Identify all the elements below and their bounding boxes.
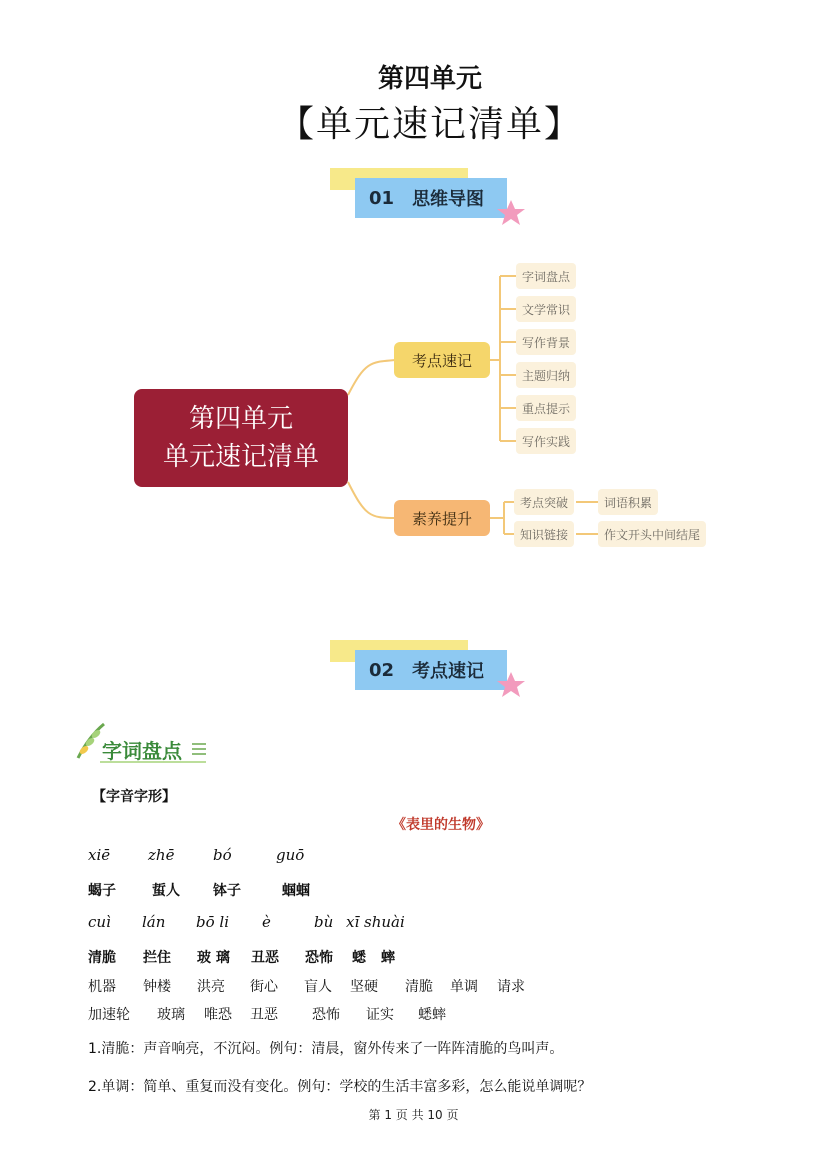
leaf-node: 主题归纳: [516, 362, 576, 388]
section-number: 01: [369, 187, 395, 209]
word: 丑恶: [251, 950, 279, 966]
word: 玻 璃: [197, 950, 230, 966]
leaf-node: 写作实践: [516, 428, 576, 454]
leaf-node: 重点提示: [516, 395, 576, 421]
word: 唯恐: [204, 1007, 232, 1023]
mindmap-center-node: [134, 389, 348, 487]
word: 证实: [366, 1007, 394, 1023]
subheading: 【字音字形】: [92, 789, 176, 805]
pinyin: cuì: [88, 913, 111, 931]
word: 清脆: [405, 979, 433, 995]
pinyin: xī shuài: [346, 913, 405, 931]
word: 玻璃: [157, 1007, 185, 1023]
word: 单调: [450, 979, 478, 995]
leaf-node: 作文开头中间结尾: [598, 521, 706, 547]
pinyin: xiē: [88, 846, 111, 864]
pinyin: bó: [213, 846, 232, 864]
word: 清脆: [88, 950, 116, 966]
word: 坚硬: [350, 979, 378, 995]
pinyin: bù: [314, 913, 334, 931]
section-header-02: [355, 650, 507, 690]
leaf-node: 知识链接: [514, 521, 574, 547]
word: 蝎子: [88, 883, 116, 899]
section-label: 思维导图: [412, 189, 485, 210]
word: 拦住: [143, 950, 171, 966]
pinyin: bō li: [196, 913, 229, 931]
word: 街心: [250, 979, 278, 995]
unit-title: 第四单元: [377, 64, 482, 94]
word: 钟楼: [143, 979, 171, 995]
center-line-1: 第四单元: [188, 404, 293, 434]
badge-ziciban: 字词盘点: [102, 739, 182, 763]
leaf-node: 文学常识: [516, 296, 576, 322]
branch-node-suyang: 素养提升: [394, 500, 490, 536]
word: 加速轮: [88, 1007, 130, 1023]
word: 恐怖: [305, 950, 333, 966]
word: 请求: [497, 979, 525, 995]
leaf-node: 词语积累: [598, 489, 658, 515]
word: 洪亮: [197, 979, 225, 995]
star-icon: [496, 670, 526, 700]
pinyin: zhē: [148, 846, 175, 864]
word: 蟋: [352, 950, 366, 966]
word: 钵子: [213, 883, 241, 899]
word: 蝈蝈: [282, 883, 310, 899]
pinyin: lán: [142, 913, 166, 931]
word: 蜇人: [152, 883, 180, 899]
word: 恐怖: [312, 1007, 340, 1023]
word: 蟀: [381, 950, 395, 966]
article-title: 《表里的生物》: [392, 817, 490, 833]
pinyin: guō: [276, 846, 305, 864]
word: 丑恶: [250, 1007, 278, 1023]
leaf-node: 考点突破: [514, 489, 574, 515]
center-line-2: 单元速记清单: [162, 442, 319, 472]
section-label: 考点速记: [412, 661, 485, 682]
branch-node-kaodian: 考点速记: [394, 342, 490, 378]
leaf-node: 字词盘点: [516, 263, 576, 289]
definition: 2.单调：简单、重复而没有变化。例句：学校的生活丰富多彩，怎么能说单调呢？: [88, 1079, 592, 1095]
word: 盲人: [304, 979, 332, 995]
word: 机器: [88, 979, 116, 995]
pinyin: è: [262, 913, 271, 931]
definition: 1.清脆：声音响亮，不沉闷。例句：清晨，窗外传来了一阵阵清脆的鸟叫声。: [88, 1041, 564, 1057]
section-number: 02: [369, 659, 395, 681]
page-subtitle: 【单元速记清单】: [277, 104, 582, 145]
word: 蟋蟀: [418, 1007, 446, 1023]
page-footer: 第 1 页 共 10 页: [368, 1108, 459, 1122]
leaf-node: 写作背景: [516, 329, 576, 355]
